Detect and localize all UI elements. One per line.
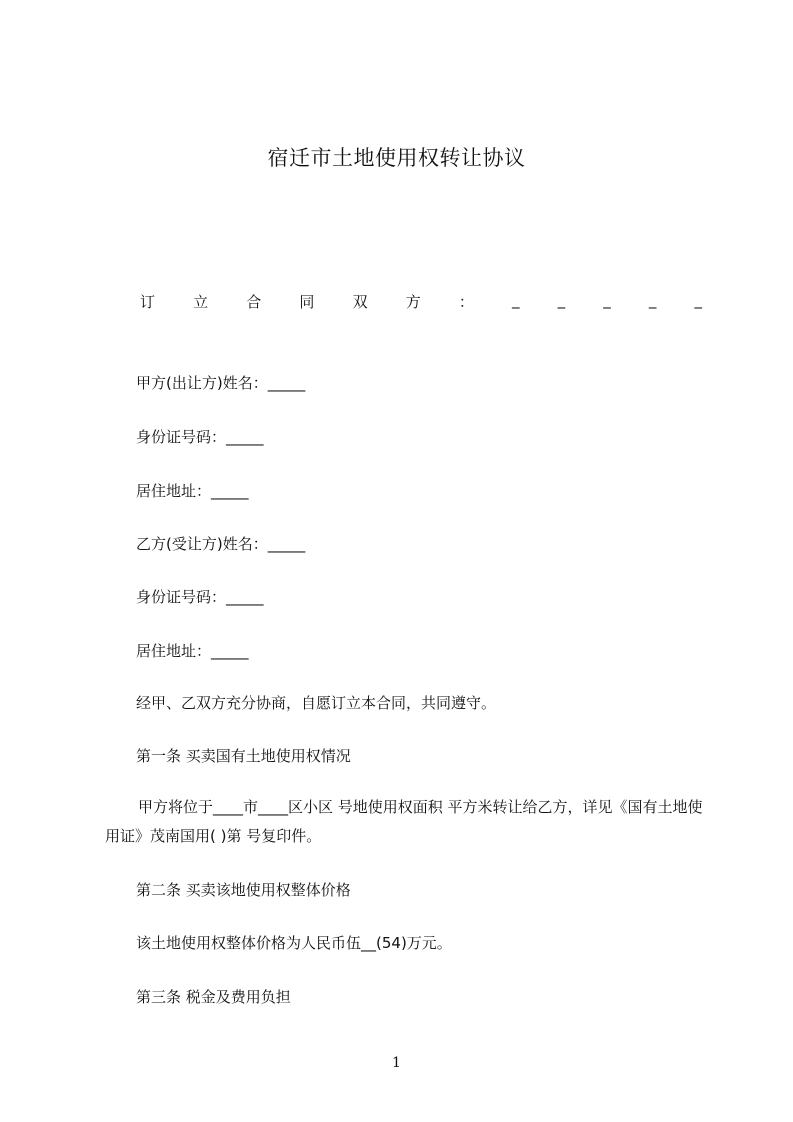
parties-char: ： — [458, 293, 474, 311]
parties-char: 订 — [140, 293, 156, 311]
party-b-address: 居住地址：_____ — [136, 642, 249, 660]
parties-blank: _ — [557, 291, 566, 309]
clause-3-heading: 第三条 税金及费用负担 — [136, 988, 291, 1006]
parties-blank: _ — [511, 291, 520, 309]
parties-char: 双 — [352, 293, 368, 311]
agreement-statement: 经甲、乙双方充分协商，自愿订立本合同，共同遵守。 — [136, 694, 497, 712]
parties-char: 合 — [246, 293, 262, 311]
party-a-id-number: 身份证号码：_____ — [136, 428, 264, 446]
party-a-name: 甲方(出让方)姓名：_____ — [136, 374, 306, 392]
parties-char: 方 — [405, 293, 421, 311]
clause-2-heading: 第二条 买卖该地使用权整体价格 — [136, 881, 351, 899]
parties-char: 立 — [193, 293, 209, 311]
page-number: 1 — [392, 1055, 401, 1071]
party-b-name: 乙方(受让方)姓名：_____ — [136, 535, 306, 553]
clause-1-heading: 第一条 买卖国有土地使用权情况 — [136, 747, 351, 765]
parties-blank: _ — [648, 291, 657, 309]
parties-blank: _ — [603, 291, 611, 309]
parties-char: 同 — [299, 293, 315, 311]
document-title: 宿迁市土地使用权转让协议 — [267, 146, 526, 170]
clause-2-text: 该土地使用权整体价格为人民币伍__(54)万元。 — [136, 934, 452, 952]
parties-blank: _ — [694, 291, 702, 309]
clause-1-paragraph: 甲方将位于____市____区小区 号地使用权面积 平方米转让给乙方，详见《国有土地使用证》茂南国用( )第 号复印件。 — [105, 798, 703, 845]
party-b-id-number: 身份证号码：_____ — [136, 588, 264, 606]
party-a-address: 居住地址：_____ — [136, 482, 249, 500]
contracting-parties-line — [140, 291, 702, 312]
